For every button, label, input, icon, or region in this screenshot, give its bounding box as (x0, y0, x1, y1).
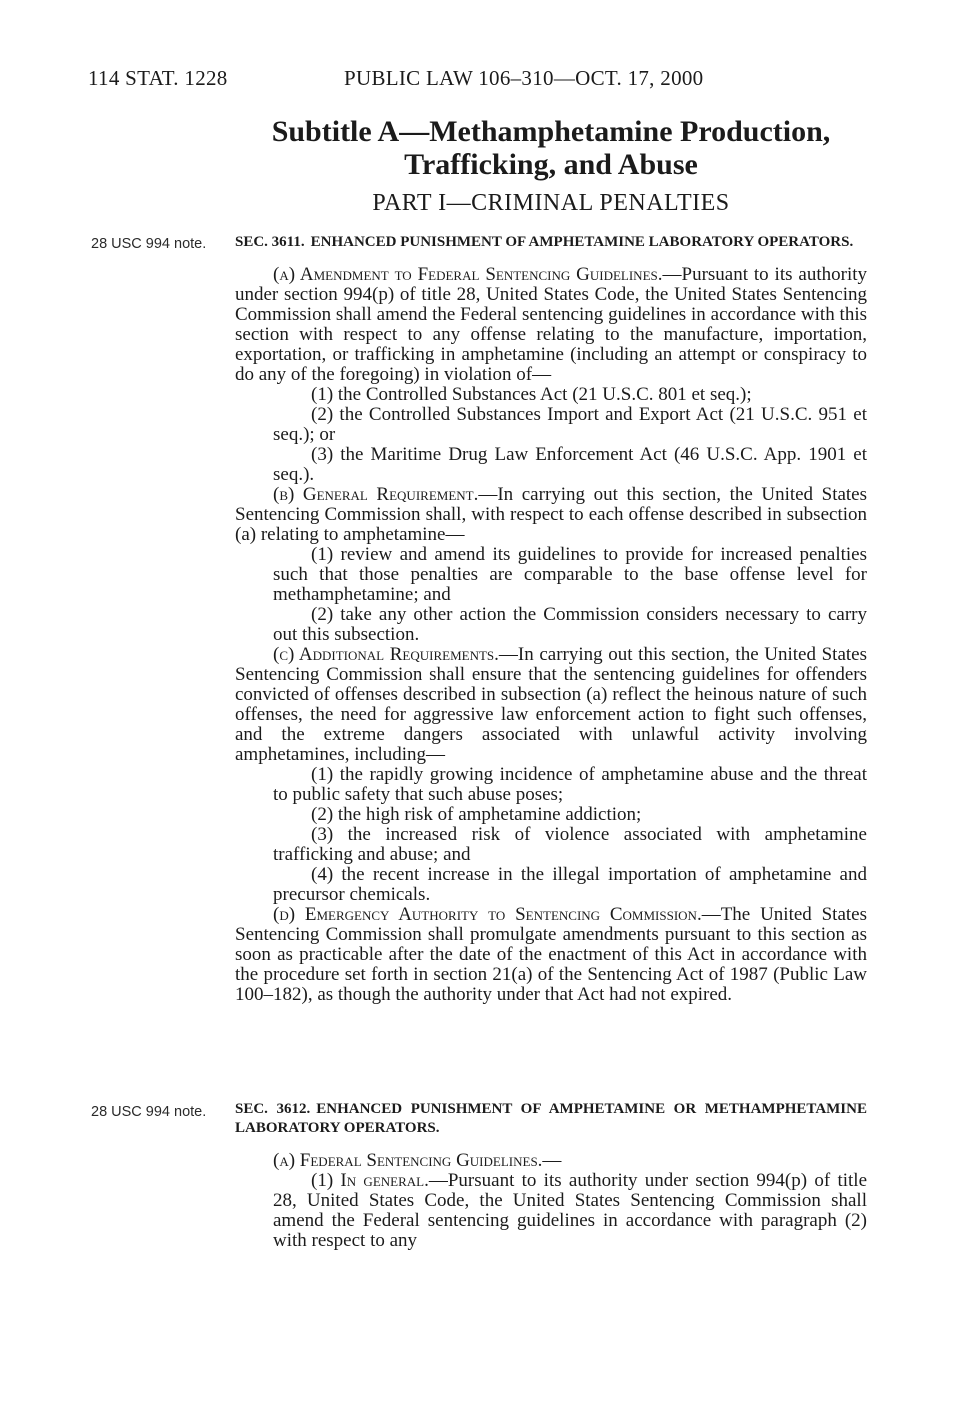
margin-note: 28 USC 994 note. (91, 1104, 207, 1120)
subsection-a (235, 1151, 867, 1171)
section-3612 (235, 1100, 867, 1251)
subtitle-line-1: Subtitle A—Methamphetamine Production, (271, 115, 831, 148)
paragraph-a1: (1) the Controlled Substances Act (21 U.S.C. 801 et seq.); (311, 384, 752, 405)
section-number: SEC. 3612. (235, 1101, 311, 1117)
subsection-b-heading: (b) General Requirement. (273, 484, 479, 505)
paragraph-b1: (1) review and amend its guidelines to provide for increased penalties such that those penalties are comparable to the base offense level for methamphetamine; and (273, 544, 867, 605)
section-number: SEC. 3611. (235, 234, 305, 250)
paragraph-c4: (4) the recent increase in the illegal importation of amphetamine and precursor chemicals. (273, 864, 867, 905)
section-heading (235, 233, 867, 252)
paragraph-c1: (1) the rapidly growing incidence of amphetamine abuse and the threat to public safety that such abuse poses; (273, 764, 867, 805)
subsection-c-heading: (c) Additional Requirements. (273, 644, 499, 665)
paragraph-c2: (2) the high risk of amphetamine addiction; (311, 804, 642, 825)
subsection-b-text: —In carrying out this section, the United States Sentencing Commission shall, with respect to each offense described in subsection (a) relating to amphetamine— (235, 484, 868, 545)
section-title: ENHANCED PUNISHMENT OF AMPHETAMINE LABORATORY OPERATORS. (310, 234, 854, 250)
section-heading (235, 1100, 867, 1138)
paragraph-a2: (2) the Controlled Substances Import and Export Act (21 U.S.C. 951 et seq.); or (273, 404, 867, 445)
subsection-b (235, 485, 867, 545)
paragraph-a3: (3) the Maritime Drug Law Enforcement Act (46 U.S.C. App. 1901 et seq.). (273, 444, 867, 485)
subtitle-line-2: Trafficking, and Abuse (404, 148, 698, 181)
paragraph-c3: (3) the increased risk of violence associated with amphetamine trafficking and abuse; and (273, 824, 867, 865)
margin-note: 28 USC 994 note. (91, 236, 207, 252)
subsection-c (235, 645, 867, 765)
part-heading: PART I—CRIMINAL PENALTIES (372, 190, 730, 216)
section-title: ENHANCED PUNISHMENT OF AMPHETAMINE OR METHAMPHETAMINE LABORATORY OPERATORS. (235, 1101, 867, 1136)
public-law-citation: PUBLIC LAW 106–310—OCT. 17, 2000 (344, 66, 704, 90)
statute-page-reference: 114 STAT. 1228 (88, 66, 228, 90)
subsection-c-text: —In carrying out this section, the United States Sentencing Commission shall ensure that the sentencing guidelines for offenders convicted of offenses described in subsection (a) reflect the heinous nature of such offenses, the need for aggressive law enforcement action to fight such offenses, and the extreme dangers associated with unlawful activity involving amphetamines, including— (235, 644, 867, 765)
subsection-a-text: —Pursuant to its authority under section 994(p) of title 28, United States Code, the United States Sentencing Commission shall amend the Federal sentencing guidelines in accordance with this section with respect to any offense relating to the manufacture, importation, exportation, or trafficking in amphetamine (including an attempt or conspiracy to do any of the foregoing) in violation of— (235, 264, 867, 385)
paragraph-a1 (235, 1171, 867, 1251)
subsection-d-text: —The United States Sentencing Commission shall promulgate amendments pursuant to this section as soon as practicable after the date of the enactment of this Act in accordance with the procedure set forth in section 21(a) of the Sentencing Act of 1987 (Public Law 100–182), as though the authority under that Act had not expired. (235, 904, 867, 1005)
subsection-d-heading: (d) Emergency Authority to Sentencing Commission. (273, 904, 702, 925)
paragraph-a1-text: —Pursuant to its authority under section 994(p) of title 28, United States Code, the United States Sentencing Commission shall amend the Federal sentencing guidelines in accordance with paragraph (2) with respect to any (273, 1170, 868, 1251)
subsection-a-heading: (a) Amendment to Federal Sentencing Guidelines. (273, 264, 663, 285)
subsection-d (235, 905, 867, 1005)
subsection-a-heading: (a) Federal Sentencing Guidelines.— (273, 1150, 562, 1171)
subsection-a (235, 265, 867, 385)
paragraph-b2: (2) take any other action the Commission considers necessary to carry out this subsection. (273, 604, 867, 645)
subtitle-heading (235, 115, 867, 181)
paragraph-a1-heading: (1) In general. (311, 1170, 429, 1191)
section-3611 (235, 233, 867, 1005)
